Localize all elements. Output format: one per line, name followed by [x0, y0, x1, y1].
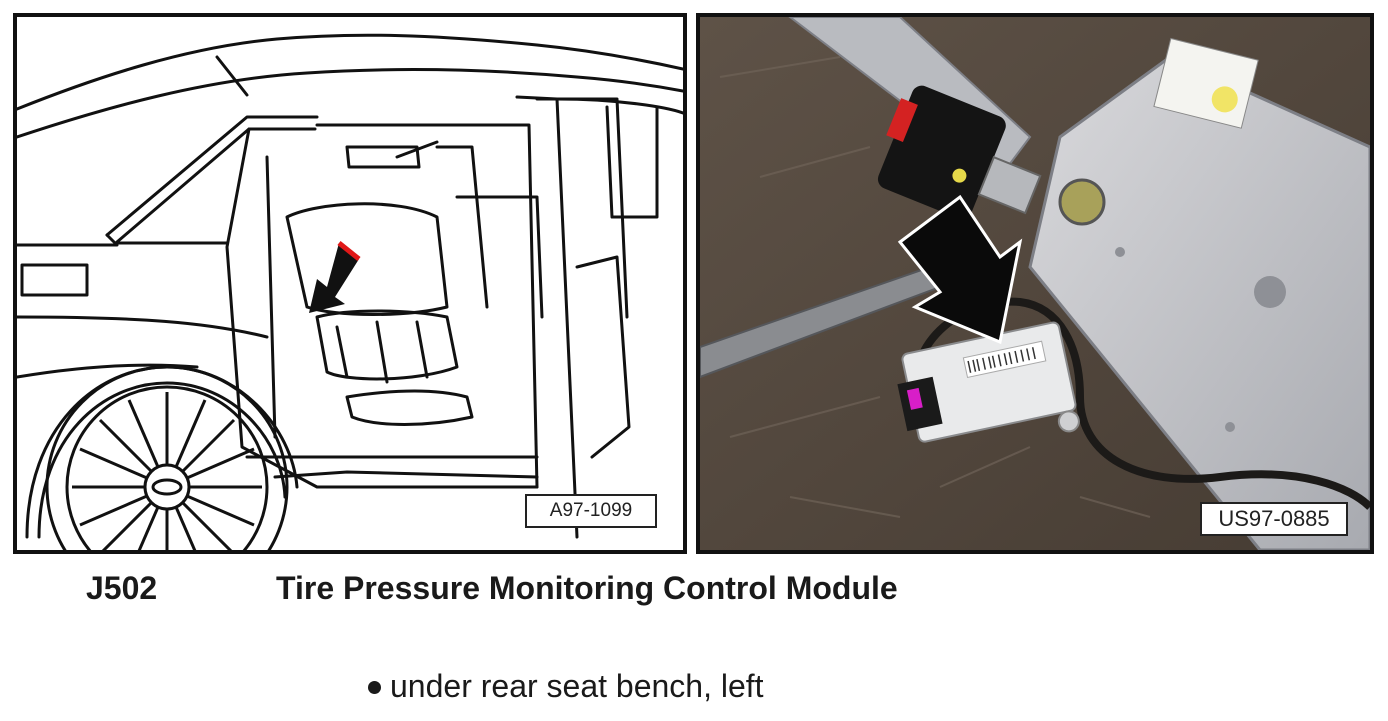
location-list-item	[368, 668, 764, 705]
module-photo-illustration	[700, 17, 1370, 550]
component-code: J502	[86, 570, 158, 606]
bullet-icon	[368, 681, 381, 694]
location-text: under rear seat bench, left	[390, 668, 764, 704]
figure-reference-label: A97-1099	[525, 494, 657, 528]
component-name: Tire Pressure Monitoring Control Module	[276, 570, 898, 606]
figure-reference-label: US97-0885	[1200, 502, 1348, 536]
location-arrow-icon	[309, 243, 359, 313]
car-line-drawing-figure	[13, 13, 687, 554]
car-interior-illustration	[17, 17, 683, 550]
module-photo-figure	[696, 13, 1374, 554]
